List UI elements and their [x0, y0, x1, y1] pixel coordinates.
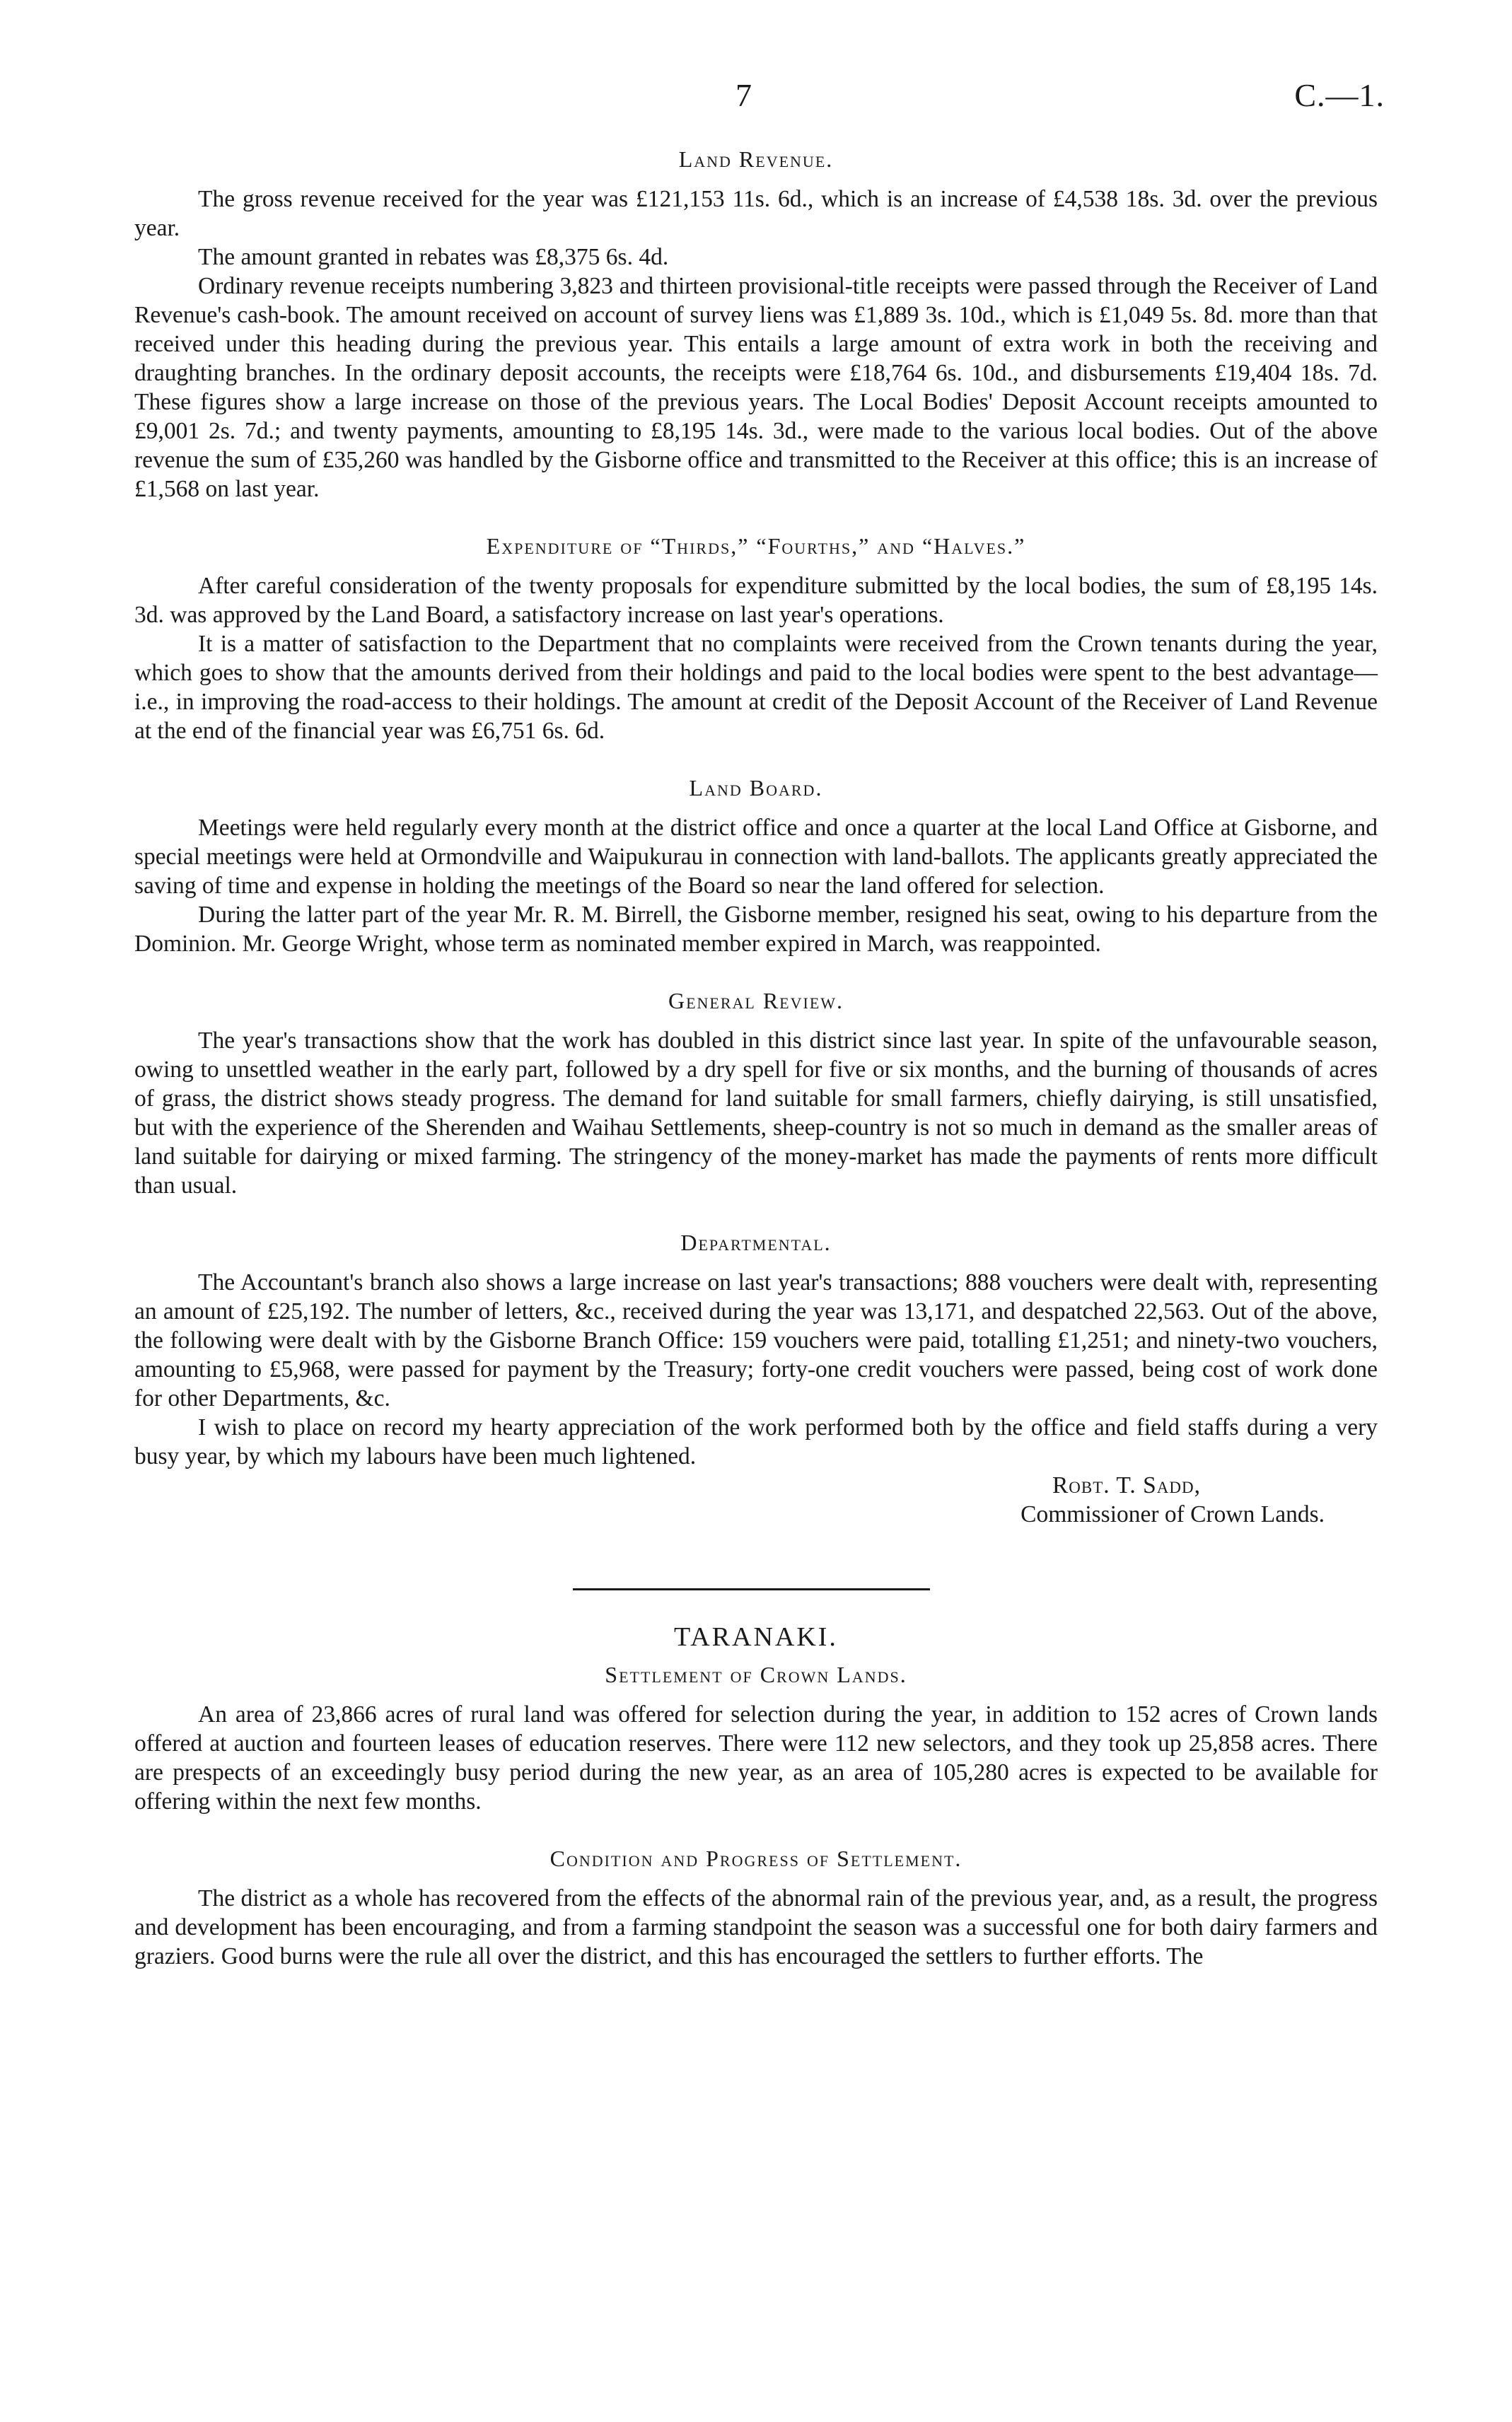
paragraph: An area of 23,866 acres of rural land was offered for selection during the year, in addition to 152 acres of Crown lands offered at auction and fourteen leases of education reserves. There were 112 new selectors, and they took up 25,858 acres. There are prespects of an exceedingly busy period during the new year, as an area of 105,280 acres is expected to be available for offering within the next few months.	[134, 1701, 1378, 1815]
document-reference: C.—1.	[1294, 77, 1385, 113]
paragraph: It is a matter of satisfaction to the Department that no complaints were received from the Crown tenants during the year, which goes to show that the amounts derived from their holdings and paid to the local bodies were spent to the best advantage—i.e., in improving the road-access to their holdings. The amount at credit of the Deposit Account of the Receiver of Land Revenue at the end of the financial year was £6,751 6s. 6d.	[134, 631, 1378, 744]
page-body	[134, 145, 1378, 1971]
section-heading: Departmental.	[680, 1230, 832, 1255]
section-heading: Condition and Progress of Settlement.	[549, 1846, 963, 1871]
section-heading: General Review.	[668, 988, 844, 1013]
section-departmental	[134, 1228, 1378, 1471]
page-header	[0, 76, 1512, 126]
paragraph: The gross revenue received for the year was £121,153 11s. 6d., which is an increase of £4,538 18s. 3d. over the previous year.	[134, 186, 1378, 241]
section-heading: Land Board.	[689, 775, 823, 800]
signature-block	[134, 1471, 1378, 1529]
paragraph: The Accountant's branch also shows a large increase on last year's transactions; 888 vouchers were dealt with, representing an amount of £25,192. The number of letters, &c., received during the year was 13,171, and despatched 22,563. Out of the above, the following were dealt with by the Gisborne Branch Office: 159 vouchers were paid, totalling £1,251; and ninety-two vouchers, amounting to £5,968, were passed for payment by the Treasury; forty-one credit vouchers were passed, being cost of work done for other Departments, &c.	[134, 1269, 1378, 1411]
paragraph: Ordinary revenue receipts numbering 3,823 and thirteen provisional-title receipts were passed through the Receiver of Land Revenue's cash-book. The amount received on account of survey liens was £1,889 3s. 10d., which is £1,049 5s. 8d. more than that received under this heading during the previous year. This entails a large amount of extra work in both the receiving and draughting branches. In the ordinary deposit accounts, the receipts were £18,764 6s. 10d., and disbursements £19,404 18s. 7d. These figures show a large increase on those of the previous years. The Local Bodies' Deposit Account receipts amounted to £9,001 2s. 7d.; and twenty payments, amounting to £8,195 14s. 3d., were made to the various local bodies. Out of the above revenue the sum of £35,260 was handled by the Gisborne office and transmitted to the Receiver at this office; this is an increase of £1,568 on last year.	[134, 273, 1378, 502]
section-divider	[134, 1529, 1378, 1607]
section-land-revenue	[134, 145, 1378, 503]
paragraph: After careful consideration of the twenty proposals for expenditure submitted by the local bodies, the sum of £8,195 14s. 3d. was approved by the Land Board, a satisfactory increase on last year's operations.	[134, 573, 1378, 628]
paragraph: I wish to place on record my hearty appreciation of the work performed both by the office and field staffs during a very busy year, by which my labours have been much lightened.	[134, 1414, 1378, 1469]
paragraph: The year's transactions show that the work has doubled in this district since last year. In spite of the unfavourable season, owing to unsettled weather in the early part, followed by a dry spell for five or six months, and the burning of thousands of acres of grass, the district shows steady progress. The demand for land suitable for small farmers, chiefly dairying, is still unsatisfied, but with the experience of the Sherenden and Waihau Settlements, sheep-country is not so much in demand as the smaller areas of land suitable for dairying or mixed farming. The stringency of the money-market has made the payments of rents more difficult than usual.	[134, 1027, 1378, 1199]
section-expenditure	[134, 532, 1378, 745]
region-taranaki	[134, 1621, 1378, 1971]
section-settlement-of-crown-lands	[134, 1660, 1378, 1816]
signatory-name: Robt. T. Sadd,	[1052, 1472, 1201, 1498]
page-number: 7	[735, 77, 752, 113]
divider-rule	[573, 1588, 930, 1590]
region-title: TARANAKI.	[674, 1622, 838, 1652]
paragraph: Meetings were held regularly every month at the district office and once a quarter at the local Land Office at Gisborne, and special meetings were held at Ormondville and Waipukurau in connection with land-ballots. The applicants greatly appreciated the saving of time and expense in holding the meetings of the Board so near the land offered for selection.	[134, 815, 1378, 899]
section-land-board	[134, 774, 1378, 958]
section-condition-and-progress	[134, 1844, 1378, 1971]
section-general-review	[134, 986, 1378, 1200]
section-heading: Expenditure of “Thirds,” “Fourths,” and “Halves.”	[486, 533, 1026, 559]
paragraph: The district as a whole has recovered from the effects of the abnormal rain of the previous year, and, as a result, the progress and development has been encouraging, and from a farming standpoint the season was a successful one for both dairy farmers and graziers. Good burns were the rule all over the district, and this has encouraged the settlers to further efforts. The	[134, 1885, 1378, 1969]
paragraph: The amount granted in rebates was £8,375 6s. 4d.	[198, 244, 669, 270]
section-heading: Land Revenue.	[678, 146, 834, 172]
paragraph: During the latter part of the year Mr. R. M. Birrell, the Gisborne member, resigned his seat, owing to his departure from the Dominion. Mr. George Wright, whose term as nominated member expired in March, was reappointed.	[134, 902, 1378, 957]
signatory-title: Commissioner of Crown Lands.	[1020, 1501, 1325, 1527]
section-heading: Settlement of Crown Lands.	[605, 1662, 907, 1687]
